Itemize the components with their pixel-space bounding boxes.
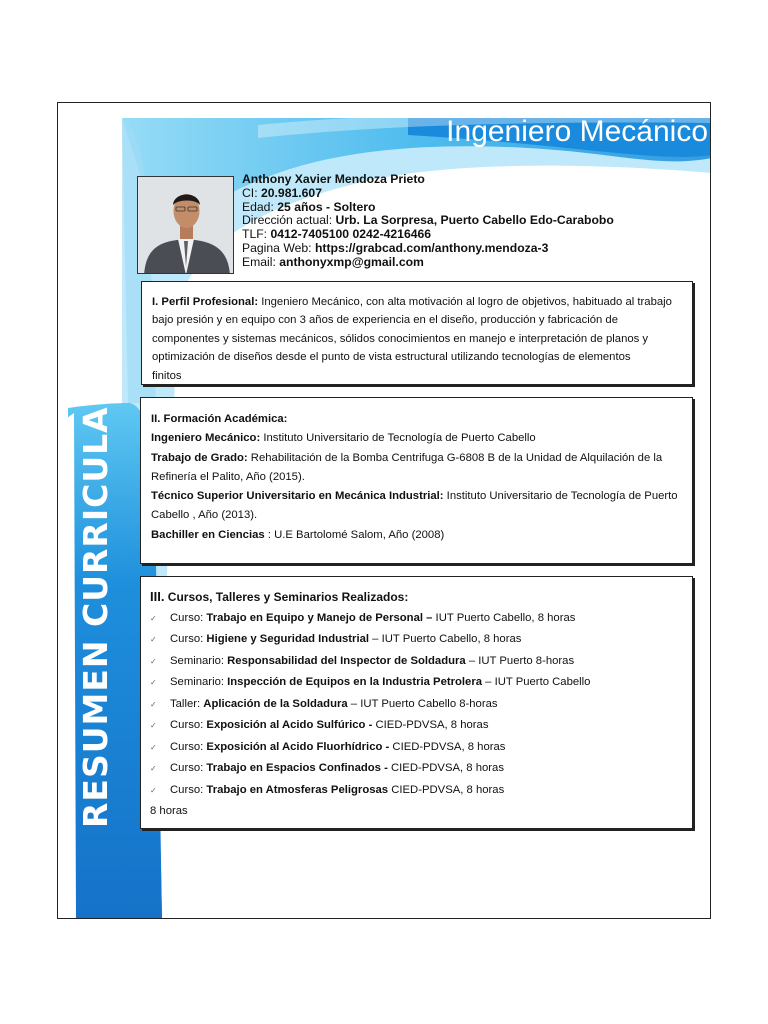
trabajo-grado-value: Rehabilitación de la Bomba Centrifuga G-6808 B de la Unidad de Alquilación de la bbox=[247, 451, 663, 464]
profile-photo bbox=[137, 176, 234, 274]
full-name: Anthony Xavier Mendoza Prieto bbox=[242, 172, 425, 186]
list-item bbox=[150, 629, 683, 651]
bachiller-label: Bachiller en Ciencias bbox=[151, 528, 265, 541]
course-title: Trabajo en Atmosferas Peligrosas bbox=[206, 783, 389, 796]
ingeniero-line bbox=[151, 429, 683, 448]
perfil-heading: I. Perfil Profesional: bbox=[152, 296, 259, 308]
person-photo-icon bbox=[138, 177, 234, 274]
age-line bbox=[242, 201, 614, 215]
course-suffix: – IUT Puerto Cabello 8-horas bbox=[347, 697, 498, 710]
trabajo-grado-line bbox=[151, 449, 683, 468]
list-item bbox=[150, 758, 683, 780]
perfil-line-4: optimización de diseños desde el punto de vista estructural utilizando tecnologías de elementos bbox=[152, 351, 631, 364]
web-link[interactable]: https://grabcad.com/anthony.mendoza-3 bbox=[314, 240, 549, 255]
perfil-line-1 bbox=[152, 293, 683, 311]
course-title: Aplicación de la Soldadura bbox=[203, 697, 348, 710]
email-label: Email: bbox=[242, 254, 276, 269]
course-suffix: CIED-PDVSA, 8 horas bbox=[388, 783, 505, 796]
course-suffix: – IUT Puerto Cabello, 8 horas bbox=[369, 633, 522, 645]
address-label: Dirección actual: bbox=[242, 213, 333, 228]
check-icon: ✓ bbox=[150, 721, 157, 730]
course-suffix: CIED-PDVSA, 8 horas bbox=[372, 719, 489, 731]
course-suffix: – IUT Puerto Cabello bbox=[482, 676, 591, 688]
list-item bbox=[150, 608, 683, 630]
list-item bbox=[150, 715, 683, 737]
web-line bbox=[242, 242, 614, 256]
email-line bbox=[242, 256, 614, 270]
cursos-heading: Cursos, Talleres y Seminarios Realizados: bbox=[164, 590, 409, 604]
web-label: Pagina Web: bbox=[242, 240, 312, 255]
bachiller-value: : U.E Bartolomé Salom, Año (2008) bbox=[264, 528, 445, 541]
course-prefix: Curso: bbox=[170, 762, 207, 774]
page-title: Ingeniero Mecánico bbox=[446, 115, 708, 148]
course-prefix: Seminario: bbox=[170, 676, 228, 688]
formacion-academica-section bbox=[140, 397, 693, 564]
course-suffix: CIED-PDVSA, 8 horas bbox=[387, 762, 504, 774]
tsu-value: Instituto Universitario de Tecnología de Puerto bbox=[443, 490, 678, 503]
personal-info bbox=[242, 173, 614, 270]
tsu-label: Técnico Superior Universitario en Mecánica Industrial: bbox=[151, 490, 444, 503]
bachiller-line bbox=[151, 526, 683, 545]
resume-page bbox=[57, 102, 711, 919]
trabajo-grado-label: Trabajo de Grado: bbox=[151, 451, 248, 464]
cursos-section bbox=[140, 576, 693, 829]
age-label: Edad: bbox=[242, 199, 274, 214]
course-title: Higiene y Seguridad Industrial bbox=[206, 633, 370, 645]
ci-line bbox=[242, 187, 614, 201]
check-icon: ✓ bbox=[150, 742, 157, 752]
cursos-heading-line bbox=[150, 587, 683, 608]
course-title: Trabajo en Espacios Confinados - bbox=[206, 762, 388, 774]
cursos-list bbox=[150, 608, 683, 802]
course-suffix: – IUT Puerto 8-horas bbox=[465, 654, 575, 667]
perfil-text: Ingeniero Mecánico, con alta motivación al logro de objetivos, habituado al trabajo bbox=[258, 296, 672, 308]
check-icon: ✓ bbox=[150, 656, 157, 666]
course-title: Exposición al Acido Fluorhídrico - bbox=[206, 740, 390, 753]
check-icon: ✓ bbox=[150, 699, 157, 709]
age-value: 25 años - Soltero bbox=[277, 199, 376, 214]
tsu-line bbox=[151, 487, 683, 506]
course-prefix: Seminario: bbox=[170, 654, 228, 667]
list-item bbox=[150, 672, 683, 694]
formacion-heading: II. Formación Académica: bbox=[151, 413, 288, 425]
course-suffix: CIED-PDVSA, 8 horas bbox=[389, 740, 506, 753]
address-line bbox=[242, 214, 614, 228]
course-title: Trabajo en Equipo y Manejo de Personal – bbox=[206, 611, 433, 624]
check-icon: ✓ bbox=[150, 613, 157, 623]
perfil-line-3: componentes y sistemas mecánicos, sólidos conocimientos en manejo e interpretación de planos y bbox=[152, 332, 649, 345]
list-item bbox=[150, 694, 683, 716]
phone-label: TLF: bbox=[242, 227, 268, 242]
list-item bbox=[150, 780, 683, 802]
cursos-roman: III. bbox=[150, 589, 165, 604]
course-title: Inspección de Equipos en la Industria Petrolera bbox=[227, 676, 483, 688]
course-prefix: Curso: bbox=[170, 783, 207, 796]
course-prefix: Curso: bbox=[170, 719, 207, 731]
ingeniero-value: Instituto Universitario de Tecnología de Puerto Cabello bbox=[260, 432, 536, 445]
ci-label: CI: bbox=[242, 185, 258, 200]
perfil-profesional-section bbox=[141, 281, 693, 385]
ingeniero-label: Ingeniero Mecánico: bbox=[151, 432, 261, 445]
address-value: Urb. La Sorpresa, Puerto Cabello Edo-Carabobo bbox=[335, 213, 614, 228]
check-icon: ✓ bbox=[150, 635, 157, 644]
perfil-line-5: finitos bbox=[152, 369, 182, 382]
list-item bbox=[150, 737, 683, 759]
course-prefix: Taller: bbox=[170, 697, 204, 710]
email-link[interactable]: anthonyxmp@gmail.com bbox=[279, 254, 424, 269]
check-icon: ✓ bbox=[150, 764, 157, 773]
trabajo-grado-line-2: Refinería el Palito, Año (2015). bbox=[151, 470, 305, 483]
course-prefix: Curso: bbox=[170, 633, 207, 645]
course-title: Responsabilidad del Inspector de Soldadura bbox=[227, 654, 466, 667]
course-title: Exposición al Acido Sulfúrico - bbox=[206, 719, 373, 731]
ci-value: 20.981.607 bbox=[260, 185, 322, 200]
cursos-trailing: 8 horas bbox=[150, 805, 188, 817]
phone-line bbox=[242, 228, 614, 242]
perfil-line-2: bajo presión y en equipo con 3 años de experiencia en el diseño, producción y fabricación de bbox=[152, 314, 618, 327]
tsu-line-2: Cabello , Año (2013). bbox=[151, 509, 258, 522]
check-icon: ✓ bbox=[150, 785, 157, 795]
check-icon: ✓ bbox=[150, 678, 157, 687]
course-suffix: IUT Puerto Cabello, 8 horas bbox=[432, 611, 576, 624]
phone-value: 0412-7405100 0242-4216466 bbox=[270, 227, 432, 242]
course-prefix: Curso: bbox=[170, 740, 207, 753]
course-prefix: Curso: bbox=[170, 611, 207, 624]
list-item bbox=[150, 651, 683, 673]
resumen-curricular-vertical-title: RESUMEN CURRICULAR bbox=[76, 379, 115, 828]
